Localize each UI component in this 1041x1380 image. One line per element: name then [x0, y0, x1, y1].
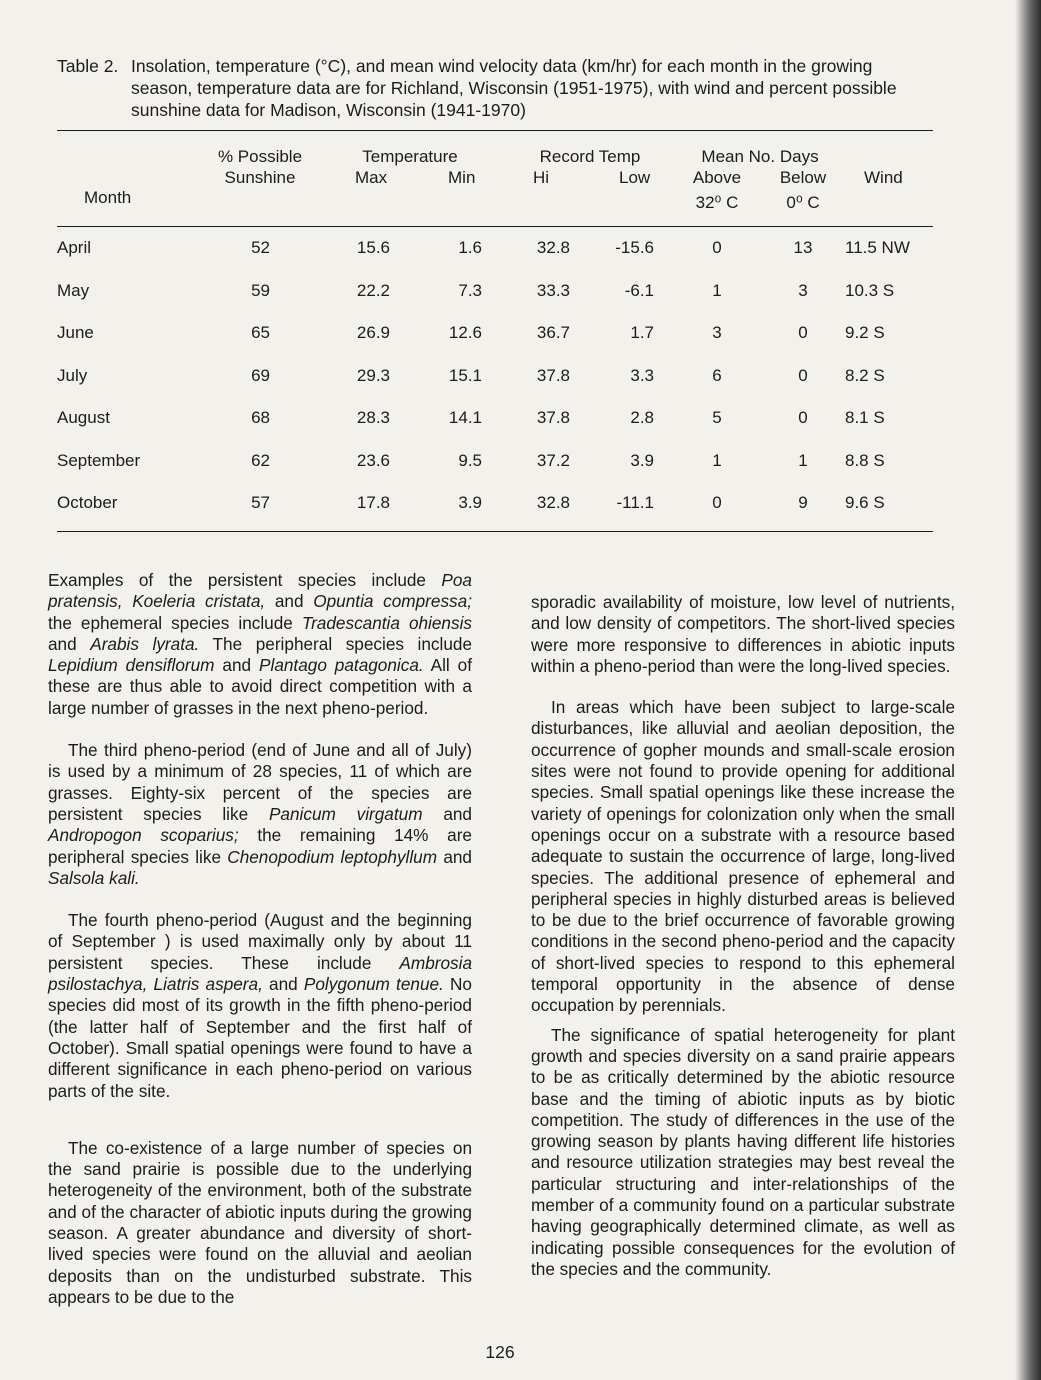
header-max: Max: [355, 168, 388, 187]
header-mean-days: Mean No. Days: [701, 147, 819, 166]
table-cell-above: 6: [712, 365, 722, 385]
page-number: 126: [485, 1342, 515, 1362]
right-paragraph-1: sporadic availability of moisture, low level of nutrients, and low density of competitors. The short-lived species were more responsive to differences in abiotic inputs within a pheno-period than were the long-lived species.: [531, 592, 955, 676]
table-cell-hi: 37.2: [536, 450, 570, 470]
table-cell-hi: 32.8: [536, 493, 570, 512]
table-cell-sunshine: 57: [251, 493, 270, 512]
table-caption-text: Insolation, temperature (°C), and mean wind velocity data (km/hr) for each month in the growing season, temperature data are for Richland, Wisconsin (1951-1975), with wind and percent possible sunshine data for Madison, Wisconsin (1941-1970): [131, 56, 897, 120]
table-cell-min: 3.9: [458, 493, 482, 512]
table-cell-low: 2.8: [630, 408, 654, 427]
left-paragraph-1: Examples of the persistent species include Poa pratensis, Koeleria cristata, and Opuntia compressa; the ephemeral species include Tradescantia ohiensis and Arabis lyrata. The peripheral species include Lepidium densiflorum and Plantago patagonica. All of these are thus able to avoid direct competition with a large number of grasses in the next pheno-period.: [48, 570, 473, 718]
table-cell-above: 0: [712, 238, 722, 257]
right-paragraph-3: The significance of spatial heterogeneity for plant growth and species diversity on a sand prairie appears to be as critically determined by the abiotic resource base and the timing of abiotic inputs as by biotic competition. The study of differences in the use of the growing season by plants having different life histories and resource utilization strategies may best reveal the particular structuring and inter-relationships of the member of a community found on a particular substrate having geographically determined climate, as well as indicating possible consequences for the evolution of the species and the community.: [531, 1024, 955, 1279]
table-cell-above: 1: [712, 280, 722, 300]
table-label: Table 2.: [57, 56, 119, 76]
table-cell-low: -15.6: [615, 238, 654, 257]
header-sunshine-line2: Sunshine: [224, 168, 296, 187]
table-caption: [57, 55, 937, 121]
right-paragraph-2: In areas which have been subject to large-scale disturbances, like alluvial and aeolian deposition, the occurrence of gopher mounds and small-scale erosion sites were not found to provide opening for additional species. Small spatial openings like these increase the variety of openings for colonization only when the small openings occur on a substrate with a resource based adequate to sustain the occurrence of large, long-lived species. The additional presence of ephemeral and peripheral species in highly disturbed areas is believed to be due to the brief occurrence of favorable growing conditions in the second pheno-period and the capacity of short-lived species to respond to this ephemeral temporal opportunity in the absence of dense occupation by perennials.: [531, 697, 955, 1016]
left-paragraph-4: The co-existence of a large number of species on the sand prairie is possible due to the underlying heterogeneity of the environment, both of the substrate and of the character of abiotic inputs during the growing season. A greater abundance and diversity of short-lived species were found on the alluvial and aeolian deposits than on the undisturbed substrate. This appears to be due to the: [48, 1137, 472, 1307]
table-cell-wind: 9.2 S: [845, 323, 885, 342]
table-cell-below: 3: [798, 280, 808, 300]
table-cell-hi: 37.8: [536, 365, 570, 385]
table-cell-below: 0: [798, 323, 808, 342]
table-cell-wind: 11.5 NW: [845, 238, 910, 257]
table-cell-max: 15.6: [356, 238, 390, 257]
table-cell-below: 1: [798, 450, 808, 470]
header-sunshine-line1: % Possible: [217, 147, 303, 166]
page-edge-shadow: [1015, 0, 1041, 1380]
header-above: Above: [692, 168, 742, 187]
table-cell-min: 15.1: [448, 365, 482, 385]
table-header-rule: [57, 226, 933, 227]
table-cell-above: 3: [712, 323, 722, 342]
table-bottom-rule: [57, 531, 933, 532]
table-cell-sunshine: 65: [251, 323, 270, 342]
table-cell-above: 0: [712, 493, 722, 512]
table-cell-wind: 9.6 S: [845, 493, 885, 512]
table-cell-max: 29.3: [356, 365, 390, 385]
table-cell-month: October: [57, 493, 118, 512]
table-cell-below: 9: [798, 493, 808, 512]
table-cell-sunshine: 62: [251, 450, 270, 470]
header-temperature: Temperature: [362, 147, 458, 166]
table-cell-wind: 10.3 S: [845, 280, 895, 300]
left-text-column: [48, 570, 472, 1329]
table-cell-low: -11.1: [616, 493, 654, 512]
header-above-threshold: 32⁰ C: [695, 193, 739, 212]
table-cell-month: September: [57, 450, 141, 470]
table-cell-month: August: [57, 408, 110, 427]
table-cell-above: 1: [712, 450, 722, 470]
table-cell-min: 12.6: [448, 323, 482, 342]
table-cell-low: -6.1: [624, 280, 654, 300]
table-cell-min: 7.3: [458, 280, 482, 300]
header-hi: Hi: [533, 168, 550, 187]
table-cell-low: 3.3: [630, 365, 654, 385]
header-wind: Wind: [864, 168, 903, 187]
table-cell-sunshine: 52: [251, 238, 270, 257]
table-cell-min: 14.1: [448, 408, 482, 427]
left-paragraph-2: The third pheno-period (end of June and all of July) is used by a minimum of 28 species, 11 of which are grasses. Eighty-six percent of the species are persistent species like Panicum virgatum and Andropogon scoparius; the remaining 14% are peripheral species like Chenopodium leptophyllum and Salsola kali.: [48, 740, 472, 888]
table-cell-below: 0: [798, 408, 808, 427]
table-cell-above: 5: [712, 408, 722, 427]
table-cell-max: 28.3: [356, 408, 390, 427]
table-cell-low: 3.9: [630, 450, 654, 470]
table-cell-month: July: [57, 365, 88, 385]
header-below: Below: [779, 168, 827, 187]
table-cell-wind: 8.1 S: [845, 408, 885, 427]
header-below-threshold: 0⁰ C: [786, 193, 820, 212]
table-cell-below: 0: [798, 365, 808, 385]
table-cell-month: April: [57, 238, 92, 257]
left-paragraph-3: The fourth pheno-period (August and the beginning of September ) is used maximally only by about 11 persistent species. These include Ambrosia psilostachya, Liatris aspera, and Polygonum tenue. No species did most of its growth in the fifth pheno-period (the latter half of September and the first half of October). Small spatial openings were found to have a different significance in each pheno-period on various parts of the site.: [48, 910, 472, 1101]
table-cell-sunshine: 69: [251, 365, 270, 385]
table-cell-hi: 37.8: [536, 408, 570, 427]
table-cell-month: May: [57, 280, 90, 300]
table-cell-max: 22.2: [356, 280, 390, 300]
table-cell-sunshine: 59: [251, 280, 270, 300]
right-text-column: [531, 592, 955, 1301]
table-cell-wind: 8.8 S: [845, 450, 885, 470]
table-cell-max: 26.9: [356, 323, 390, 342]
header-month: Month: [84, 188, 132, 207]
header-min: Min: [448, 168, 476, 187]
table-cell-low: 1.7: [630, 323, 654, 342]
table-top-rule: [57, 130, 933, 131]
table-cell-below: 13: [793, 238, 813, 257]
table-cell-sunshine: 68: [251, 408, 270, 427]
table-cell-min: 9.5: [458, 450, 482, 470]
table-cell-min: 1.6: [458, 238, 482, 257]
table-cell-max: 23.6: [356, 450, 390, 470]
table-cell-hi: 33.3: [536, 280, 570, 300]
table-cell-month: June: [57, 323, 94, 342]
header-low: Low: [619, 168, 651, 187]
table-cell-hi: 36.7: [536, 323, 570, 342]
table-cell-hi: 32.8: [536, 238, 570, 257]
table-cell-max: 17.8: [356, 493, 390, 512]
header-record-temp: Record Temp: [539, 147, 641, 166]
table-cell-wind: 8.2 S: [845, 365, 885, 385]
